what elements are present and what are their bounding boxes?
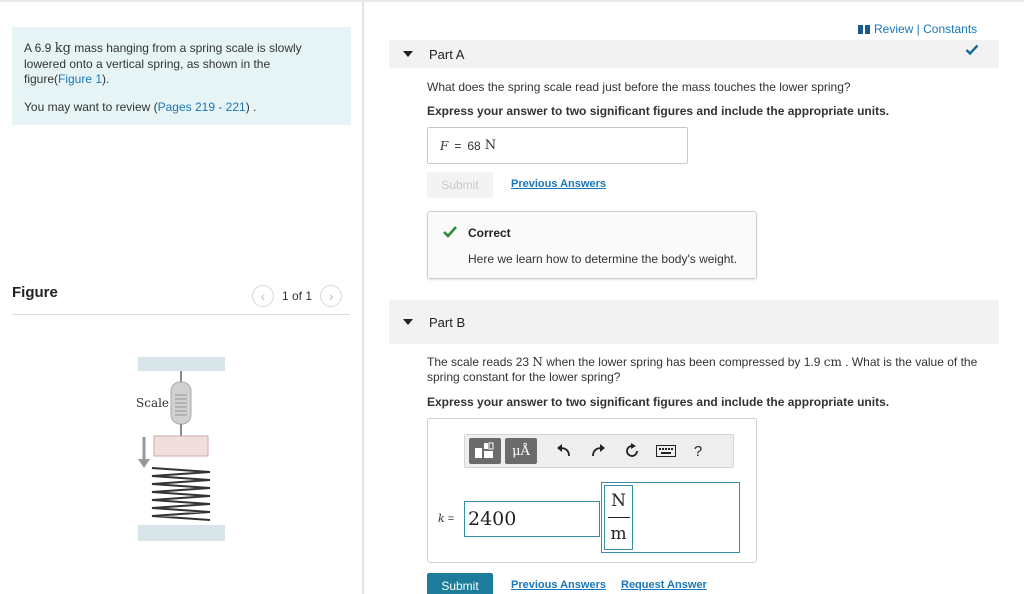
feedback-title: Correct <box>468 226 511 240</box>
answer-variable: F <box>440 138 449 153</box>
reset-button[interactable] <box>615 438 649 464</box>
request-answer-link[interactable]: Request Answer <box>621 579 707 591</box>
answer-variable: k <box>438 512 445 525</box>
collapse-caret-icon <box>403 319 413 325</box>
redo-icon <box>591 444 605 458</box>
part-b-label: Part B <box>429 314 466 330</box>
part-b-question <box>427 355 1002 385</box>
fraction-bar <box>608 517 630 518</box>
feedback-message: Here we learn how to determine the body's weight. <box>468 252 738 266</box>
figure-link[interactable]: Figure 1 <box>58 72 103 86</box>
templates-icon <box>474 442 496 460</box>
problem-statement <box>12 27 351 125</box>
lower-spring <box>152 468 210 520</box>
hanging-mass <box>154 436 208 456</box>
panel-divider <box>362 2 364 594</box>
ceiling-support <box>138 357 225 371</box>
math-toolbar <box>464 434 734 468</box>
review-constants-link[interactable] <box>858 22 977 36</box>
review-pages-link[interactable]: Pages 219 - 221 <box>157 99 246 114</box>
units-button[interactable]: μÅ <box>505 438 537 464</box>
answer-units-input[interactable] <box>601 482 740 553</box>
prev-figure-button[interactable] <box>252 285 274 307</box>
part-a-header[interactable] <box>389 40 999 68</box>
answer-value-input[interactable]: 2400 <box>464 501 600 537</box>
help-button[interactable]: ? <box>693 442 703 460</box>
part-a-question: What does the spring scale read just before the mass touches the lower spring? <box>427 80 851 94</box>
scale-label: Scale <box>136 396 170 410</box>
unit-fraction <box>604 485 633 550</box>
spring-scale-figure <box>128 355 238 545</box>
review-constants-label: Review | Constants <box>874 22 978 36</box>
part-b-answer-editor <box>427 418 757 563</box>
unit-numerator: N <box>611 491 626 511</box>
part-b-previous-answers-link[interactable]: Previous Answers <box>511 579 606 591</box>
problem-intro-rest: mass hanging from a spring scale is slowly lowered onto a vertical spring, as shown in the figure( <box>24 41 302 86</box>
undo-icon <box>557 444 571 458</box>
floor-support <box>138 525 225 541</box>
answer-equals: = <box>447 513 455 525</box>
part-a-submit-button[interactable]: Submit <box>427 172 493 198</box>
part-b-header[interactable] <box>389 300 999 344</box>
part-b-submit-button[interactable]: Submit <box>427 573 493 594</box>
part-a-answer-field[interactable] <box>427 127 688 164</box>
unit-denominator: m <box>610 524 627 544</box>
templates-button[interactable] <box>469 438 501 464</box>
figure-counter: 1 of 1 <box>282 289 313 303</box>
problem-text <box>24 41 339 88</box>
answer-label <box>438 512 454 525</box>
top-rule <box>0 0 1024 2</box>
completed-check-icon <box>965 44 979 56</box>
reset-icon <box>624 443 640 459</box>
collapse-caret-icon <box>403 51 413 57</box>
undo-button[interactable] <box>547 438 581 464</box>
question-text-mid: when the lower spring has been compressed by 1.9 <box>542 355 824 369</box>
down-arrow-icon <box>138 459 150 468</box>
part-a-previous-answers-link[interactable]: Previous Answers <box>511 178 606 190</box>
answer-equals: = <box>454 138 462 153</box>
figure-rule <box>12 314 350 315</box>
next-figure-button[interactable] <box>320 285 342 307</box>
keyboard-button[interactable] <box>649 438 683 464</box>
chevron-right-icon: › <box>328 288 334 304</box>
part-b-instruction: Express your answer to two significant figures and include the appropriate units. <box>427 395 890 409</box>
force-unit: N <box>532 355 543 369</box>
question-text: The scale reads 23 <box>427 355 533 369</box>
book-icon <box>858 25 870 34</box>
review-pages-line <box>24 100 339 116</box>
question-text-after: . What is the value of the <box>841 355 978 369</box>
chevron-left-icon: ‹ <box>260 288 266 304</box>
answer-unit: N <box>484 138 497 153</box>
correct-check-icon <box>442 225 458 239</box>
mass-unit: kg <box>54 41 71 56</box>
keyboard-icon <box>656 445 676 457</box>
problem-intro-end: ). <box>102 72 110 86</box>
part-a-instruction: Express your answer to two significant figures and include the appropriate units. <box>427 104 890 118</box>
figure-pager <box>252 285 342 307</box>
redo-button[interactable] <box>581 438 615 464</box>
correct-feedback <box>427 211 757 279</box>
question-text-line2: spring constant for the lower spring? <box>427 370 621 384</box>
problem-intro: A 6.9 <box>24 41 55 55</box>
length-unit: cm <box>823 355 842 369</box>
review-text: You may want to review ( <box>24 99 158 114</box>
part-a-label: Part A <box>429 46 465 62</box>
answer-value: 68 <box>467 138 481 153</box>
figure-title: Figure <box>12 284 58 301</box>
review-text-end: ) . <box>245 99 257 114</box>
